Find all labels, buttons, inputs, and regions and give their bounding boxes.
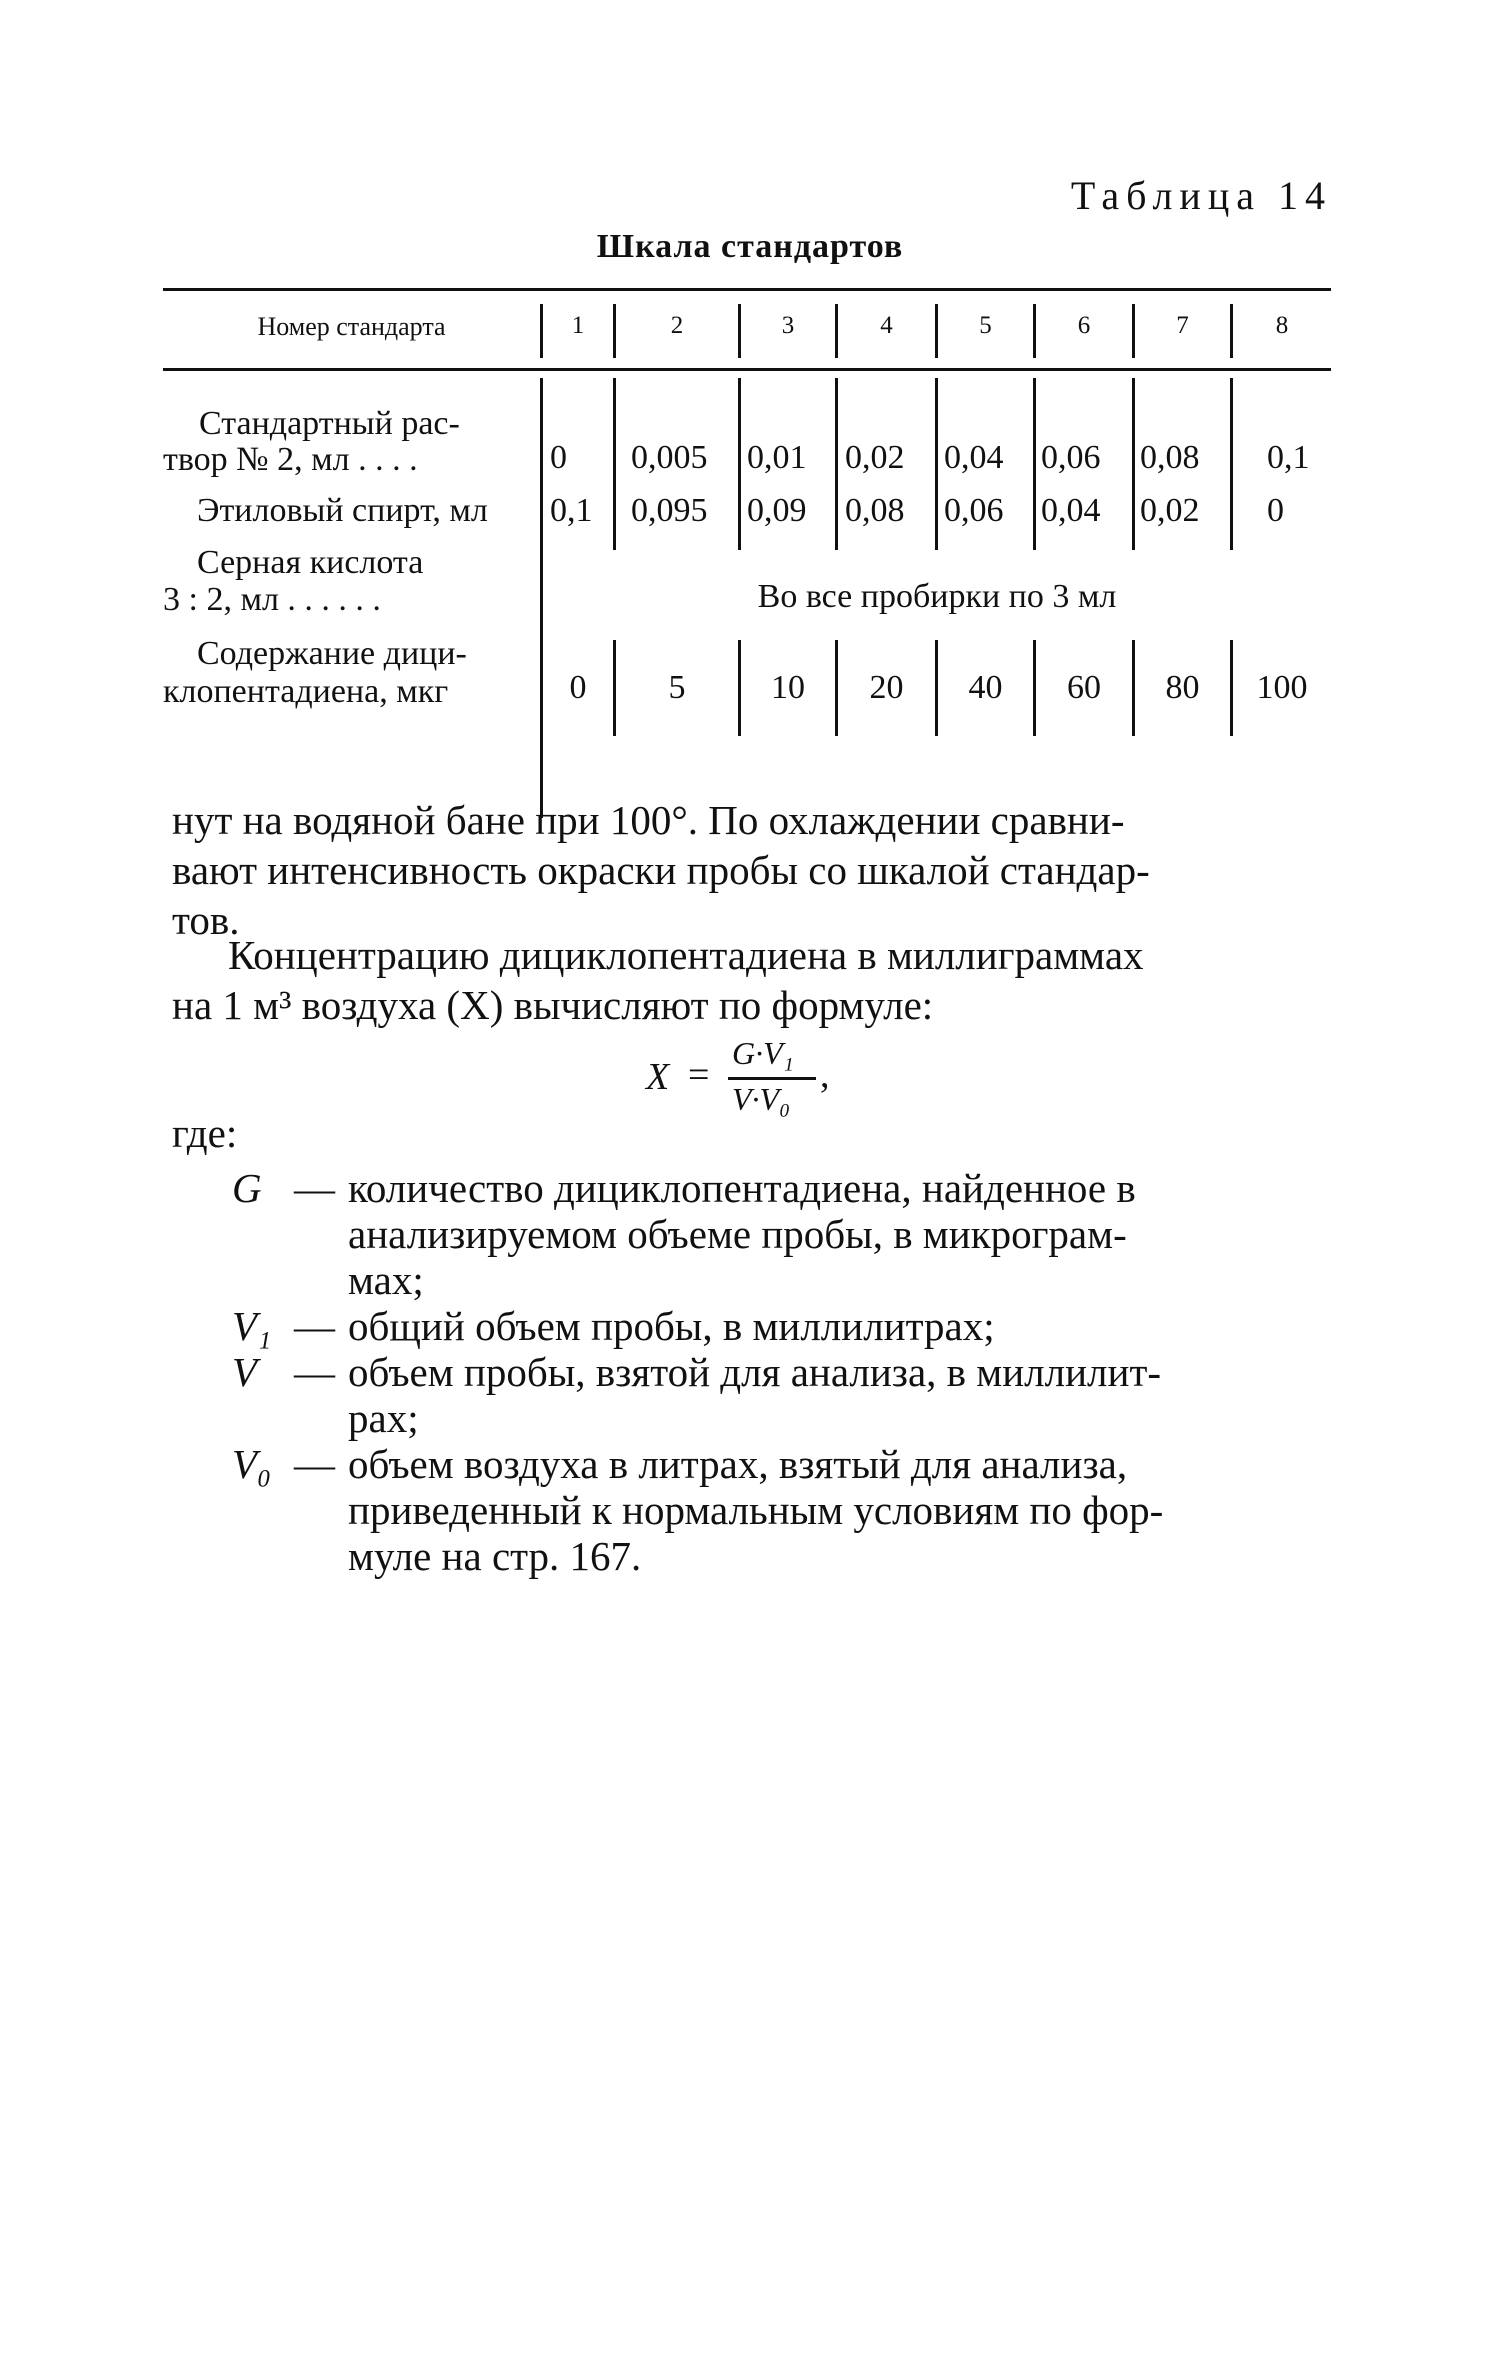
row-label-line: твор № 2, мл . . . . — [163, 441, 418, 478]
formula-denominator: V·V₀ — [732, 1081, 791, 1117]
definition-symbol: V₀ — [232, 1441, 272, 1487]
cell-r2-c3: 0,09 — [747, 492, 807, 529]
standards-table — [163, 288, 1331, 747]
cell-r2-c2: 0,095 — [631, 492, 708, 529]
fraction-bar — [728, 1077, 816, 1080]
row-label-content-2: клопентадиена, мкг — [163, 673, 449, 710]
definition-v — [232, 1349, 1342, 1441]
text-line: Концентрацию дициклопентадиена в миллиграммах — [228, 932, 1144, 978]
text-line: на 1 м³ воздуха (X) вычисляют по формуле: — [172, 982, 934, 1028]
col-divider — [613, 304, 616, 358]
definition-symbol: V₁ — [232, 1303, 272, 1349]
table-top-rule — [163, 288, 1331, 291]
row-label-sulfuric-acid-2: 3 : 2, мл . . . . . . — [163, 581, 381, 618]
definition-line: количество дициклопентадиена, найденное в — [348, 1165, 1136, 1211]
text-line: нут на водяной бане при 100°. По охлаждении сравни- — [172, 797, 1125, 843]
header-col-4: 4 — [880, 312, 893, 339]
cell-r4-c2: 5 — [668, 669, 686, 706]
definition-g — [232, 1165, 1342, 1303]
cell-r2-c1: 0,1 — [550, 492, 593, 529]
definition-dash: — — [294, 1303, 335, 1349]
definition-line: анализируемом объеме пробы, в микрограм- — [348, 1211, 1127, 1257]
formula-numerator: G·V₁ — [732, 1035, 794, 1071]
cell-r4-c3: 10 — [771, 669, 805, 706]
cell-r4-c7: 80 — [1165, 669, 1200, 706]
definitions-list — [232, 1165, 1342, 1579]
header-standard-number: Номер стандарта — [257, 312, 446, 341]
col-divider — [738, 378, 741, 550]
row-label-line: Стандартный рас- — [199, 405, 460, 442]
col-divider — [1132, 304, 1135, 358]
col-divider — [1132, 378, 1135, 550]
cell-r1-c5: 0,04 — [944, 439, 1004, 476]
col-divider — [835, 378, 838, 550]
row-label-content: Содержание дици- — [197, 635, 467, 672]
cell-r4-c4: 20 — [869, 669, 904, 706]
definition-dash: — — [294, 1165, 335, 1211]
row-label-standard-solution-2 — [163, 440, 540, 480]
definition-dash: — — [294, 1441, 335, 1487]
cell-r2-c7: 0,02 — [1140, 492, 1200, 529]
table-title: Шкала стандартов — [596, 228, 904, 265]
cell-r1-c7: 0,08 — [1140, 439, 1200, 476]
header-col-2: 2 — [670, 312, 684, 339]
definition-dash: — — [294, 1349, 335, 1395]
definition-v1 — [232, 1303, 1342, 1349]
definition-line: рах; — [348, 1395, 419, 1441]
col-divider — [1033, 378, 1036, 550]
header-col-6: 6 — [1077, 312, 1091, 339]
cell-r1-c2: 0,005 — [631, 439, 708, 476]
col-divider — [738, 304, 741, 358]
definition-line: муле на стр. 167. — [348, 1533, 642, 1579]
cell-r2-c6: 0,04 — [1041, 492, 1101, 529]
definition-line: общий объем пробы, в миллилитрах; — [348, 1303, 995, 1349]
col-divider — [613, 378, 616, 550]
cell-r2-c5: 0,06 — [944, 492, 1004, 529]
header-col-7: 7 — [1176, 312, 1189, 339]
cell-r4-c8: 100 — [1256, 669, 1308, 706]
row-label-standard-solution — [197, 404, 537, 444]
definition-line: объем пробы, взятой для анализа, в миллилит- — [348, 1349, 1162, 1395]
cell-r1-c4: 0,02 — [845, 439, 905, 476]
definition-v0 — [232, 1441, 1342, 1579]
cell-r2-c4: 0,08 — [845, 492, 905, 529]
cell-r4-c6: 60 — [1067, 669, 1101, 706]
formula-equals: = — [688, 1054, 710, 1096]
cell-r4-c5: 40 — [968, 669, 1003, 706]
formula-lhs: X — [646, 1056, 670, 1098]
formula — [640, 1035, 900, 1125]
col-divider — [1230, 304, 1233, 358]
cell-r4-c1: 0 — [569, 669, 587, 706]
where-label: где: — [172, 1110, 238, 1156]
definition-line: приведенный к нормальным условиям по фор- — [348, 1487, 1164, 1533]
col-divider — [1230, 378, 1233, 550]
header-col-1: 1 — [571, 312, 585, 339]
header-col-8: 8 — [1275, 312, 1289, 339]
table-number: Таблица 14 — [1070, 173, 1332, 218]
col-divider — [935, 304, 938, 358]
col-divider — [935, 378, 938, 550]
paragraph-2 — [172, 930, 1342, 1030]
cell-r2-c8: 0 — [1267, 492, 1284, 529]
cell-r1-c6: 0,06 — [1041, 439, 1101, 476]
definition-line: мах; — [348, 1257, 424, 1303]
paragraph-1 — [172, 795, 1342, 945]
cell-r1-c3: 0,01 — [747, 439, 807, 476]
row-label-ethanol: Этиловый спирт, мл — [197, 492, 488, 529]
row-label-sulfuric-acid: Серная кислота — [197, 544, 424, 581]
text-line: тов. — [172, 897, 240, 943]
header-col-5: 5 — [979, 312, 992, 339]
definition-symbol: V — [232, 1349, 258, 1395]
col-divider — [1033, 304, 1036, 358]
definition-symbol: G — [232, 1165, 262, 1211]
header-col-3: 3 — [781, 312, 795, 339]
formula-comma: , — [820, 1054, 830, 1096]
col-divider — [540, 304, 543, 358]
cell-r1-c1: 0 — [550, 439, 567, 476]
row-note-all-tubes: Во все пробирки по 3 мл — [757, 578, 1117, 615]
text-line: вают интенсивность окраски пробы со шкалой стандар- — [172, 847, 1150, 893]
definition-line: объем воздуха в литрах, взятый для анализа, — [348, 1441, 1128, 1487]
cell-r1-c8: 0,1 — [1267, 439, 1310, 476]
table-header-rule — [163, 368, 1331, 371]
col-divider — [835, 304, 838, 358]
